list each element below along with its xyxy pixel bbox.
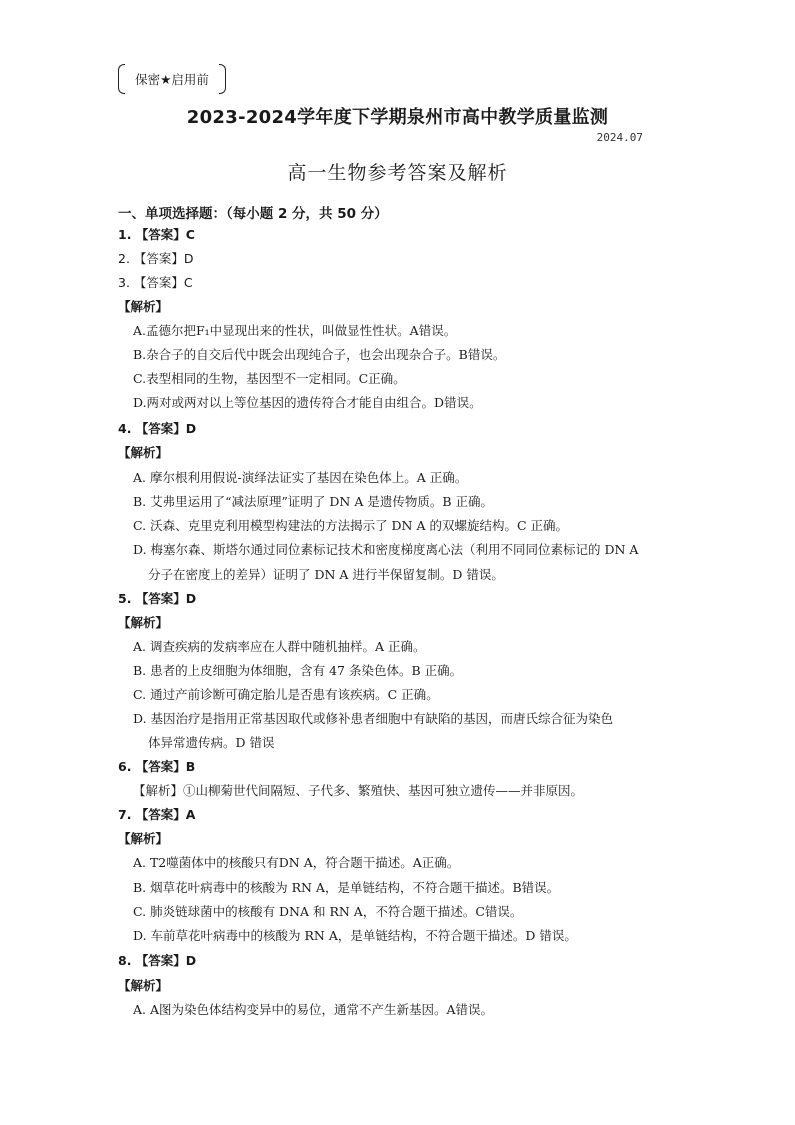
document-subtitle: 高一生物参考答案及解析 <box>287 162 508 184</box>
analysis-option: B. 艾弗里运用了“减法原理”证明了 DN A 是遗传物质。B 正确。 <box>133 494 493 509</box>
analysis-option: D.两对或两对以上等位基因的遗传符合才能自由组合。D错误。 <box>133 395 482 410</box>
analysis-option: A. A图为染色体结构变异中的易位，通常不产生新基因。A错误。 <box>133 1002 494 1017</box>
analysis-option: B. 烟草花叶病毒中的核酸为 RN A，是单链结构，不符合题干描述。B错误。 <box>133 880 560 895</box>
analysis-option: D. 梅塞尔森、斯塔尔通过同位素标记技术和密度梯度离心法（利用不同同位素标记的 DN A <box>133 542 639 557</box>
answer-line: 7. 【答案】A <box>118 807 196 822</box>
answer-line: 2. 【答案】D <box>118 251 194 266</box>
analysis-option: A. 摩尔根利用假说-演绎法证实了基因在染色体上。A 正确。 <box>133 470 468 485</box>
answer-line: 1. 【答案】C <box>118 227 195 242</box>
analysis-option-continued: 体异常遗传病。D 错误 <box>148 735 275 750</box>
analysis-option: C. 沃森、克里克利用模型构建法的方法揭示了 DN A 的双螺旋结构。C 正确。 <box>133 518 569 533</box>
right-bracket <box>219 64 226 94</box>
analysis-label: 【解析】 <box>118 615 169 630</box>
confidential-label <box>118 64 226 94</box>
analysis-option: A. 调查疾病的发病率应在人群中随机抽样。A 正确。 <box>133 639 426 654</box>
analysis-label: 【解析】 <box>118 831 169 846</box>
answer-line: 5. 【答案】D <box>118 591 197 606</box>
section-heading: 一、单项选择题：（每小题 2 分，共 50 分） <box>118 206 388 222</box>
exam-title: 2023-2024学年度下学期泉州市高中教学质量监测 <box>186 107 609 128</box>
answer-line: 3. 【答案】C <box>118 275 193 290</box>
analysis-option: A. T2噬菌体中的核酸只有DN A，符合题干描述。A正确。 <box>133 855 460 870</box>
analysis-option: B.杂合子的自交后代中既会出现纯合子，也会出现杂合子。B错误。 <box>133 347 506 362</box>
answer-line: 6. 【答案】B <box>118 759 196 774</box>
analysis-option: D. 基因治疗是指用正常基因取代或修补患者细胞中有缺陷的基因，而唐氏综合征为染色 <box>133 711 614 726</box>
left-bracket <box>118 64 125 94</box>
analysis-label: 【解析】 <box>118 299 169 314</box>
analysis-option: C. 肺炎链球菌中的核酸有 DNA 和 RN A，不符合题干描述。C错误。 <box>133 904 523 919</box>
analysis-option: A.孟德尔把F₁中显现出来的性状，叫做显性性状。A错误。 <box>133 323 457 338</box>
exam-date: 2024.07 <box>596 131 643 144</box>
analysis-option: B. 患者的上皮细胞为体细胞，含有 47 条染色体。B 正确。 <box>133 663 463 678</box>
answer-line: 4. 【答案】D <box>118 421 197 436</box>
analysis-option: C.表型相同的生物，基因型不一定相同。C正确。 <box>133 371 406 386</box>
confidential-text: 保密★启用前 <box>135 72 209 87</box>
analysis-option: D. 车前草花叶病毒中的核酸为 RN A，是单链结构，不符合题干描述。D 错误。 <box>133 928 577 943</box>
analysis-label: 【解析】 <box>118 978 169 993</box>
analysis-option: C. 通过产前诊断可确定胎儿是否患有该疾病。C 正确。 <box>133 687 439 702</box>
analysis-inline: 【解析】①山柳菊世代间隔短、子代多、繁殖快、基因可独立遗传——并非原因。 <box>133 783 584 798</box>
analysis-label: 【解析】 <box>118 445 169 460</box>
answer-line: 8. 【答案】D <box>118 953 197 968</box>
analysis-option-continued: 分子在密度上的差异）证明了 DN A 进行半保留复制。D 错误。 <box>148 567 504 582</box>
